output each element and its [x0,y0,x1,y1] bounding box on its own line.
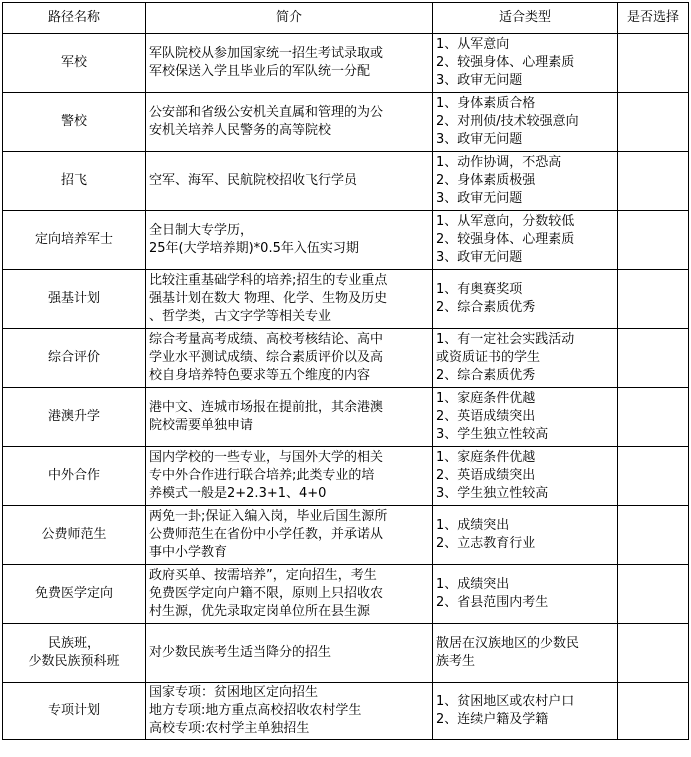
choose-cell[interactable] [618,624,689,683]
fit-type-line: 或资质证书的学生 [436,350,541,365]
intro-cell [146,683,433,740]
table-row [3,388,689,447]
intro-line: 事中小学教育 [149,545,228,560]
intro-cell [146,93,433,152]
header-row [3,3,689,34]
path-name-cell [3,93,146,152]
fit-type-line: 1、家庭条件优越 [436,391,536,406]
header-choose: 是否选择 [618,3,689,34]
intro-line: 院校需要单独申请 [149,418,254,433]
fit-type-line: 2、较强身体、心理素质 [436,55,575,70]
path-name-cell [3,506,146,565]
table-row [3,624,689,683]
path-name-cell [3,447,146,506]
path-name-line: 综合评价 [47,350,100,365]
choose-cell[interactable] [618,329,689,388]
intro-line: 25年(大学培养期)*0.5年入伍实习期 [149,241,359,256]
path-name-cell [3,152,146,211]
intro-cell [146,506,433,565]
path-name-cell [3,34,146,93]
fit-type-line: 1、有奥赛奖项 [436,282,523,297]
table-row [3,506,689,565]
fit-type-line: 2、英语成绩突出 [436,409,536,424]
fit-type-line: 2、立志教育行业 [436,536,536,551]
fit-type-line: 2、对刑侦/技术较强意向 [436,114,579,129]
fit-type-line: 3、政审无问题 [436,73,523,88]
fit-type-line: 2、较强身体、心理素质 [436,232,575,247]
intro-cell [146,152,433,211]
intro-line: 国内学校的一些专业，与国外大学的相关 [149,450,384,465]
admission-paths-table [2,2,689,740]
fit-type-line: 1、贫困地区或农村户口 [436,694,575,709]
intro-line: 校自身培养特色要求等五个维度的内容 [149,368,371,383]
path-name-line: 民族班， [47,636,100,651]
fit-type-line: 1、身体素质合格 [436,96,536,111]
fit-type-cell [433,683,618,740]
intro-cell [146,329,433,388]
fit-type-line: 1、从军意向 [436,37,510,52]
path-name-line: 免费医学定向 [34,586,113,601]
table-row [3,565,689,624]
fit-type-line: 2、身体素质极强 [436,173,536,188]
header-fit: 适合类型 [433,3,618,34]
intro-cell [146,447,433,506]
path-name-line: 少数民族预科班 [28,654,120,669]
intro-cell [146,624,433,683]
fit-type-line: 2、英语成绩突出 [436,468,536,483]
intro-line: 国家专项：贫困地区定向招生 [149,685,319,700]
path-name-line: 强基计划 [47,291,100,306]
fit-type-cell [433,624,618,683]
fit-type-cell [433,447,618,506]
intro-line: 两免一卦;保证入编入岗，毕业后国生源所 [149,509,388,524]
intro-line: 空军、海军、民航院校招收飞行学员 [149,173,358,188]
intro-line: 港中文、连城市场报在提前批，其余港澳 [149,400,384,415]
choose-cell[interactable] [618,506,689,565]
fit-type-cell [433,565,618,624]
intro-line: 专中外合作进行联合培养;此类专业的培 [149,468,375,483]
fit-type-cell [433,506,618,565]
path-name-line: 警校 [60,114,87,129]
fit-type-line: 3、政审无问题 [436,132,523,147]
intro-line: 高校专项:农村学主单独招生 [149,721,310,736]
path-name-line: 港澳升学 [47,409,100,424]
choose-cell[interactable] [618,388,689,447]
intro-line: 学业水平测试成绩、综合素质评价以及高 [149,350,384,365]
intro-line: 比较注重基础学科的培养;招生的专业重点 [149,273,388,288]
path-name-cell [3,270,146,329]
intro-line: 军校保送入学且毕业后的军队统一分配 [149,64,371,79]
intro-cell [146,388,433,447]
choose-cell[interactable] [618,152,689,211]
choose-cell[interactable] [618,93,689,152]
table-row [3,152,689,211]
path-name-cell [3,329,146,388]
header-intro: 简介 [146,3,433,34]
fit-type-line: 2、综合素质优秀 [436,368,536,383]
intro-cell [146,34,433,93]
intro-line: 免费医学定向户籍不限，原则上只招收农 [149,586,384,601]
path-name-line: 军校 [60,55,87,70]
path-name-line: 专项计划 [47,703,100,718]
intro-line: 、哲学类，古文字学等相关专业 [149,309,332,324]
path-name-cell [3,683,146,740]
header-name: 路径名称 [3,3,146,34]
intro-line: 地方专项:地方重点高校招收农村学生 [149,703,362,718]
path-name-cell [3,624,146,683]
intro-line: 对少数民族考生适当降分的招生 [149,645,332,660]
fit-type-line: 2、连续户籍及学籍 [436,712,549,727]
fit-type-cell [433,93,618,152]
fit-type-cell [433,388,618,447]
intro-line: 政府买单、按需培养”，定向招生，考生 [149,568,377,583]
fit-type-line: 1、从军意向，分数较低 [436,214,575,229]
path-name-cell [3,388,146,447]
intro-line: 综合考量高考成绩、高校考核结论、高中 [149,332,384,347]
intro-cell [146,211,433,270]
intro-line: 强基计划在数大 物理、化学、生物及历史 [149,291,388,306]
intro-line: 安机关培养人民警务的高等院校 [149,123,332,138]
fit-type-line: 1、成绩突出 [436,518,510,533]
fit-type-line: 3、政审无问题 [436,250,523,265]
fit-type-cell [433,329,618,388]
table-row [3,93,689,152]
table-row [3,34,689,93]
fit-type-line: 1、家庭条件优越 [436,450,536,465]
intro-line: 养模式一般是2+2.3+1、4+0 [149,486,327,501]
fit-type-line: 1、成绩突出 [436,577,510,592]
choose-cell[interactable] [618,447,689,506]
fit-type-line: 3、学生独立性较高 [436,486,549,501]
intro-line: 公费师范生在省份中小学任教，并承诺从 [149,527,384,542]
choose-cell[interactable] [618,34,689,93]
fit-type-cell [433,211,618,270]
choose-cell[interactable] [618,211,689,270]
path-name-line: 招飞 [60,173,87,188]
fit-type-line: 3、政审无问题 [436,191,523,206]
choose-cell[interactable] [618,270,689,329]
table-row [3,211,689,270]
path-name-line: 定向培养军士 [34,232,113,247]
table-row [3,683,689,740]
fit-type-cell [433,34,618,93]
fit-type-line: 1、有一定社会实践活动 [436,332,575,347]
table-row [3,329,689,388]
fit-type-line: 族考生 [436,654,476,669]
fit-type-line: 2、综合素质优秀 [436,300,536,315]
path-name-line: 中外合作 [47,468,100,483]
intro-line: 全日制大专学历， [149,223,254,238]
table-row [3,447,689,506]
choose-cell[interactable] [618,683,689,740]
intro-line: 军队院校从参加国家统一招生考试录取或 [149,46,384,61]
fit-type-line: 1、动作协调，不恐高 [436,155,562,170]
fit-type-cell [433,270,618,329]
table-row [3,270,689,329]
intro-cell [146,270,433,329]
fit-type-line: 3、学生独立性较高 [436,427,549,442]
fit-type-line: 2、省县范围内考生 [436,595,549,610]
choose-cell[interactable] [618,565,689,624]
intro-line: 公安部和省级公安机关直属和管理的为公 [149,105,384,120]
fit-type-cell [433,152,618,211]
intro-cell [146,565,433,624]
path-name-line: 公费师范生 [41,527,107,542]
fit-type-line: 散居在汉族地区的少数民 [436,636,580,651]
intro-line: 村生源，优先录取定岗单位所在县生源 [149,604,371,619]
path-name-cell [3,565,146,624]
path-name-cell [3,211,146,270]
